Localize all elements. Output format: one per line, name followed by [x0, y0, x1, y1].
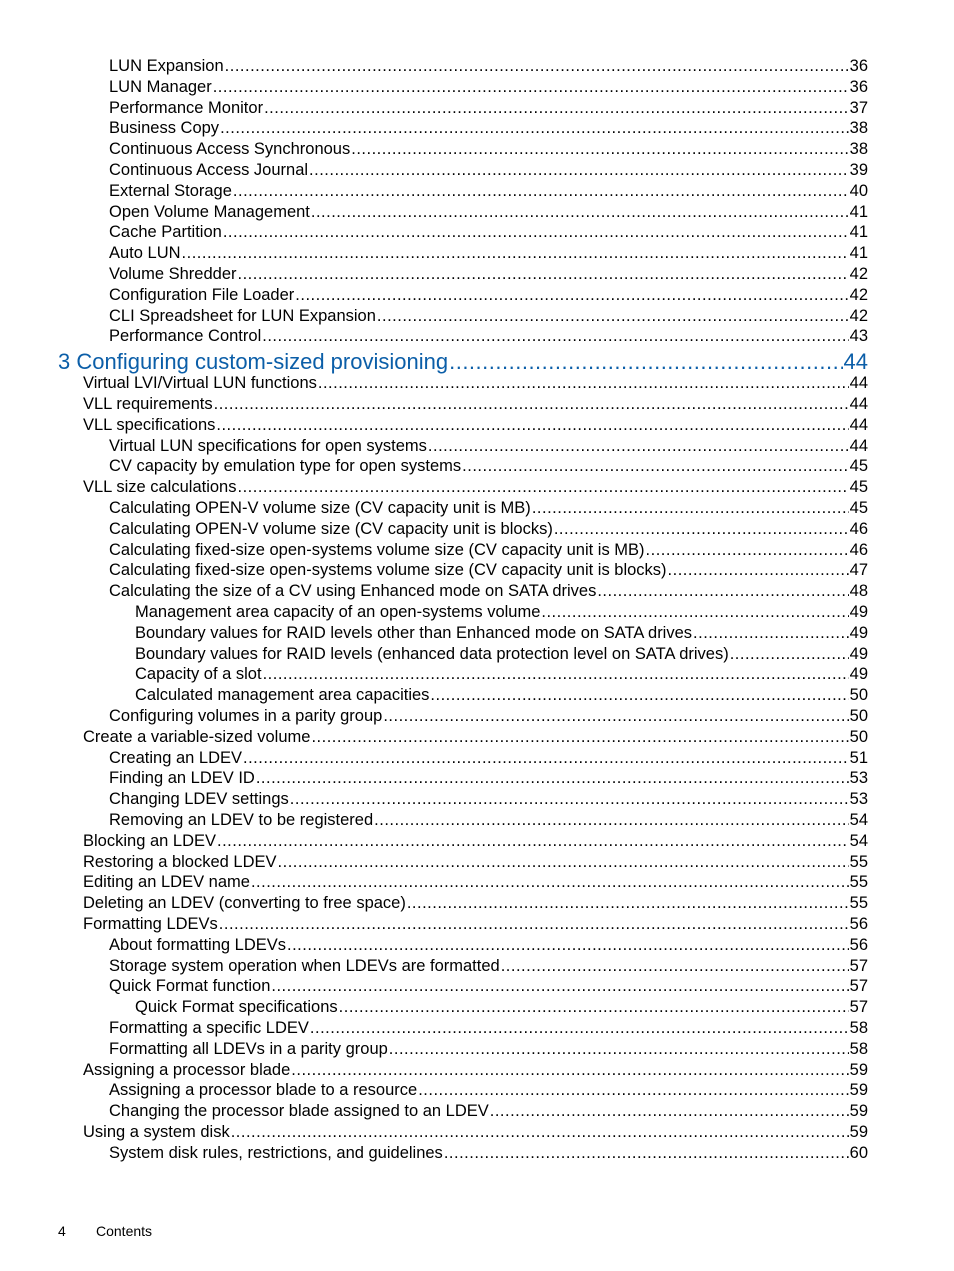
toc-entry[interactable] [109, 498, 868, 518]
toc-entry-title: Auto LUN [109, 244, 181, 263]
toc-entry[interactable] [109, 264, 868, 284]
toc-entry-title: Calculated management area capacities [135, 686, 430, 705]
toc-entry-page: 59 [849, 1060, 868, 1079]
toc-entry-page: 59 [849, 1102, 868, 1121]
toc-entry-page: 41 [849, 244, 868, 263]
toc-entry-page: 40 [849, 181, 868, 200]
dot-leader [295, 285, 848, 305]
toc-entry-page: 44 [849, 436, 868, 455]
toc-entry-title: Calculating OPEN-V volume size (CV capacity unit is MB) [109, 499, 531, 517]
toc-entry-title: Formatting all LDEVs in a parity group [109, 1039, 388, 1058]
toc-chapter-entry[interactable] [58, 349, 868, 375]
toc-entry[interactable] [109, 1080, 868, 1100]
toc-entry[interactable] [83, 727, 868, 747]
dot-leader [532, 498, 849, 518]
toc-entry[interactable] [109, 1039, 868, 1059]
toc-entry-page: 38 [849, 140, 868, 159]
toc-entry-title: Continuous Access Synchronous [109, 140, 351, 159]
toc-entry-page: 50 [849, 727, 868, 746]
dot-leader [444, 1143, 849, 1163]
toc-entry-page: 59 [849, 1081, 868, 1100]
dot-leader [383, 706, 848, 726]
toc-entry-title: Calculating the size of a CV using Enhanced mode on SATA drives [109, 582, 597, 601]
toc-entry-title: Business Copy [109, 119, 220, 138]
toc-entry[interactable] [109, 560, 868, 580]
toc-entry-page: 42 [849, 306, 868, 325]
toc-entry[interactable] [83, 1060, 868, 1080]
toc-entry[interactable] [109, 326, 868, 346]
toc-entry-title: Calculating fixed-size open-systems volume size (CV capacity unit is MB) [109, 540, 645, 559]
toc-entry-title: Restoring a blocked LDEV [83, 852, 277, 871]
toc-entry-title: Blocking an LDEV [83, 831, 216, 850]
toc-entry-title: LUN Manager [109, 77, 212, 96]
toc-entry-page: 46 [849, 540, 868, 559]
dot-leader [462, 456, 848, 476]
toc-entry-title: Editing an LDEV name [83, 873, 250, 892]
toc-entry[interactable] [109, 956, 868, 976]
toc-entry-page: 43 [849, 327, 868, 346]
toc-entry-page: 50 [849, 686, 868, 705]
dot-leader [668, 560, 849, 580]
toc-entry[interactable] [109, 789, 868, 809]
toc-entry-page: 53 [849, 769, 868, 788]
toc-entry-title: 3 Configuring custom-sized provisioning [58, 349, 449, 375]
dot-leader [214, 394, 849, 414]
toc-entry[interactable] [109, 748, 868, 768]
dot-leader [490, 1101, 849, 1121]
toc-entry-page: 56 [849, 935, 868, 954]
toc-entry[interactable] [83, 893, 868, 913]
dot-leader [449, 349, 842, 375]
toc-entry[interactable] [135, 602, 868, 622]
dot-leader [216, 415, 848, 435]
dot-leader [310, 1018, 849, 1038]
toc-entry-title: Create a variable-sized volume [83, 727, 311, 746]
toc-entry-page: 36 [849, 57, 868, 75]
toc-entry-title: Formatting LDEVs [83, 915, 218, 933]
toc-entry-page: 44 [849, 395, 868, 413]
toc-entry-page: 49 [849, 623, 868, 642]
toc-entry-title: Performance Monitor [109, 98, 264, 117]
toc-entry-title: System disk rules, restrictions, and guidelines [109, 1143, 443, 1162]
toc-entry[interactable] [109, 77, 868, 97]
toc-entry-title: External Storage [109, 181, 232, 200]
toc-entry[interactable] [109, 1018, 868, 1038]
toc-entry[interactable] [83, 394, 868, 414]
toc-entry-page: 41 [849, 202, 868, 221]
toc-entry[interactable] [109, 243, 868, 263]
toc-entry-title: Finding an LDEV ID [109, 769, 255, 788]
toc-entry-page: 60 [849, 1143, 868, 1162]
dot-leader [418, 1080, 848, 1100]
toc-entry-page: 55 [849, 894, 868, 913]
toc-entry-title: Calculating OPEN-V volume size (CV capacity unit is blocks) [109, 519, 553, 538]
toc-entry-title: Configuration File Loader [109, 285, 295, 304]
toc-entry[interactable] [109, 285, 868, 305]
toc-entry[interactable] [109, 768, 868, 788]
toc-entry[interactable] [109, 456, 868, 476]
dot-leader [501, 956, 849, 976]
toc-entry[interactable] [109, 118, 868, 138]
toc-entry-title: Assigning a processor blade to a resource [109, 1081, 418, 1100]
toc-entry-title: Continuous Access Journal [109, 161, 309, 179]
toc-entry[interactable] [109, 160, 868, 180]
toc-entry-page: 57 [849, 956, 868, 975]
toc-entry-page: 54 [849, 831, 868, 850]
dot-leader [430, 685, 848, 705]
toc-entry-page: 44 [849, 374, 868, 393]
toc-entry-title: Capacity of a slot [135, 665, 262, 684]
toc-entry[interactable] [109, 976, 868, 996]
toc-entry-title: Cache Partition [109, 223, 222, 242]
toc-entry-page: 42 [849, 265, 868, 283]
dot-leader [225, 56, 849, 76]
toc-entry-page: 47 [849, 561, 868, 580]
toc-entry-page: 49 [849, 665, 868, 684]
toc-entry[interactable] [135, 685, 868, 705]
toc-entry-page: 49 [849, 603, 868, 621]
toc-entry[interactable] [83, 415, 868, 435]
toc-entry[interactable] [109, 1143, 868, 1163]
toc-entry[interactable] [109, 519, 868, 539]
dot-leader [339, 997, 849, 1017]
toc-entry-title: Calculating fixed-size open-systems volume size (CV capacity unit is blocks) [109, 561, 667, 580]
toc-entry-title: VLL size calculations [83, 478, 237, 497]
toc-entry-page: 54 [849, 811, 868, 829]
toc-entry[interactable] [109, 56, 868, 76]
toc-entry-title: VLL specifications [83, 415, 216, 434]
toc-entry-title: Assigning a processor blade [83, 1060, 291, 1079]
dot-leader [291, 1060, 848, 1080]
dot-leader [377, 306, 849, 326]
toc-entry[interactable] [83, 831, 868, 851]
toc-entry[interactable] [83, 477, 868, 497]
footer-page-number: 4 [58, 1223, 66, 1239]
toc-entry[interactable] [109, 1101, 868, 1121]
toc-entry[interactable] [109, 202, 868, 222]
dot-leader [237, 477, 848, 497]
toc-entry-page: 55 [849, 852, 868, 871]
dot-leader [223, 222, 849, 242]
toc-entry-title: Boundary values for RAID levels (enhanced data protection level on SATA drives) [135, 644, 729, 663]
dot-leader [243, 748, 849, 768]
dot-leader [213, 77, 849, 97]
toc-entry-page: 45 [849, 478, 868, 497]
toc-entry-page: 49 [849, 644, 868, 663]
toc-entry[interactable] [109, 706, 868, 726]
toc-entry-page: 57 [849, 977, 868, 996]
toc-entry-title: Volume Shredder [109, 265, 237, 283]
dot-leader [646, 540, 849, 560]
toc-entry-title: Virtual LVI/Virtual LUN functions [83, 374, 317, 393]
dot-leader [311, 202, 849, 222]
page-footer [58, 1223, 152, 1239]
toc-entry[interactable] [109, 436, 868, 456]
toc-entry-title: Deleting an LDEV (converting to free space) [83, 894, 406, 913]
dot-leader [428, 436, 849, 456]
toc-entry[interactable] [109, 98, 868, 118]
dot-leader [278, 852, 849, 872]
toc-entry[interactable] [109, 581, 868, 601]
toc-entry[interactable] [109, 306, 868, 326]
toc-entry[interactable] [83, 852, 868, 872]
toc-entry-title: VLL requirements [83, 395, 213, 413]
dot-leader [217, 831, 849, 851]
dot-leader [389, 1039, 849, 1059]
toc-entry-title: Changing LDEV settings [109, 790, 289, 809]
toc-entry-page: 53 [849, 790, 868, 809]
toc-entry-page: 41 [849, 223, 868, 242]
toc-entry-page: 36 [849, 77, 868, 96]
toc-entry-page: 38 [849, 119, 868, 138]
toc-entry-title: Changing the processor blade assigned to an LDEV [109, 1102, 489, 1121]
toc-entry[interactable] [135, 623, 868, 643]
dot-leader [311, 727, 848, 747]
dot-leader [220, 118, 849, 138]
toc-entry[interactable] [135, 664, 868, 684]
toc-entry-title: Storage system operation when LDEVs are formatted [109, 956, 500, 975]
toc-entry-page: 44 [843, 349, 868, 375]
toc-entry-page: 45 [849, 457, 868, 476]
toc-entry-page: 37 [849, 98, 868, 117]
toc-entry-page: 55 [849, 873, 868, 892]
toc-entry-title: Quick Format specifications [135, 998, 338, 1017]
toc-entry-title: Management area capacity of an open-systems volume [135, 603, 541, 621]
toc-entry-title: Open Volume Management [109, 202, 310, 221]
toc-entry[interactable] [109, 810, 868, 830]
toc-entry-page: 42 [849, 285, 868, 304]
toc-entry-page: 58 [849, 1019, 868, 1037]
dot-leader [256, 768, 849, 788]
toc-entry-page: 56 [849, 915, 868, 933]
dot-leader [290, 789, 849, 809]
dot-leader [238, 264, 849, 284]
footer-section-label: Contents [96, 1223, 153, 1239]
toc-entry[interactable] [83, 373, 868, 393]
toc-entry-title: CV capacity by emulation type for open systems [109, 457, 462, 476]
dot-leader [231, 1122, 849, 1142]
dot-leader [264, 98, 849, 118]
toc-entry[interactable] [83, 872, 868, 892]
dot-leader [730, 644, 849, 664]
toc-entry-title: Quick Format function [109, 977, 271, 996]
dot-leader [309, 160, 849, 180]
dot-leader [219, 914, 849, 934]
toc-entry-title: Boundary values for RAID levels other than Enhanced mode on SATA drives [135, 623, 693, 642]
dot-leader [233, 181, 849, 201]
toc-entry-title: Formatting a specific LDEV [109, 1019, 309, 1037]
toc-entry[interactable] [83, 1122, 868, 1142]
toc-entry-title: Using a system disk [83, 1123, 230, 1141]
dot-leader [262, 326, 848, 346]
dot-leader [287, 935, 849, 955]
toc-entry[interactable] [109, 139, 868, 159]
toc-entry-title: LUN Expansion [109, 57, 224, 75]
toc-entry-page: 48 [849, 582, 868, 601]
toc-entry-title: About formatting LDEVs [109, 935, 287, 954]
dot-leader [263, 664, 849, 684]
dot-leader [271, 976, 848, 996]
toc-entry[interactable] [109, 540, 868, 560]
toc-entry[interactable] [135, 997, 868, 1017]
toc-entry-title: Removing an LDEV to be registered [109, 811, 374, 829]
toc-entry-page: 45 [849, 499, 868, 517]
toc-entry-page: 59 [849, 1123, 868, 1141]
dot-leader [318, 373, 849, 393]
toc-entry-title: Virtual LUN specifications for open systems [109, 436, 427, 455]
toc-entry[interactable] [109, 222, 868, 242]
toc-entry-page: 51 [849, 748, 868, 767]
dot-leader [541, 602, 848, 622]
toc-entry-page: 50 [849, 707, 868, 725]
toc-entry-page: 44 [849, 415, 868, 434]
toc-entry[interactable] [109, 935, 868, 955]
toc-entry-page: 57 [849, 998, 868, 1017]
dot-leader [251, 872, 849, 892]
dot-leader [351, 139, 848, 159]
toc-entry[interactable] [135, 644, 868, 664]
toc-entry-title: Performance Control [109, 327, 262, 346]
toc-entry-title: Configuring volumes in a parity group [109, 707, 383, 725]
dot-leader [374, 810, 848, 830]
toc-entry-title: Creating an LDEV [109, 748, 242, 767]
toc-entry-title: CLI Spreadsheet for LUN Expansion [109, 306, 376, 325]
dot-leader [407, 893, 849, 913]
toc-entry-page: 39 [849, 161, 868, 179]
dot-leader [597, 581, 848, 601]
toc-entry[interactable] [83, 914, 868, 934]
dot-leader [554, 519, 849, 539]
toc-entry[interactable] [109, 181, 868, 201]
dot-leader [182, 243, 849, 263]
toc-entry-page: 46 [849, 519, 868, 538]
dot-leader [693, 623, 849, 643]
toc-entry-page: 58 [849, 1039, 868, 1058]
